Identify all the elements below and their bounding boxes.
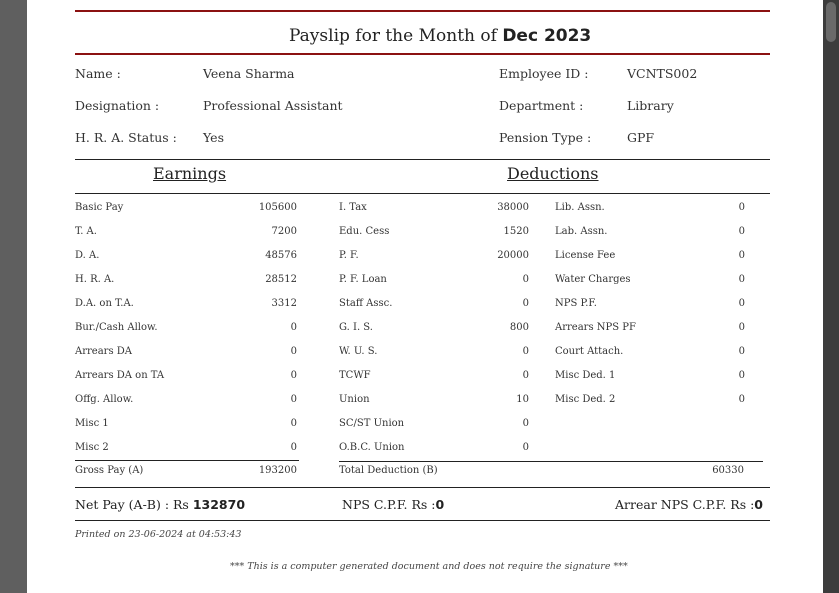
row-value: 800 xyxy=(509,322,529,333)
gross-pay-label: Gross Pay (A) xyxy=(75,465,144,476)
totals-bottom-rule xyxy=(75,487,770,488)
row-value: 0 xyxy=(522,370,529,381)
employee-name: Veena Sharma xyxy=(203,66,295,81)
row-value: 0 xyxy=(522,346,529,357)
row-label: License Fee xyxy=(555,250,616,261)
row-value: 0 xyxy=(290,346,297,357)
hra-status-label: H. R. A. Status : xyxy=(75,130,177,145)
net-pay-label: Net Pay (A-B) : Rs xyxy=(75,497,189,512)
row-value: 105600 xyxy=(258,202,297,213)
deductions-heading: Deductions xyxy=(507,164,599,183)
row-value: 7200 xyxy=(271,226,297,237)
arrear-nps-cpf-value: 0 xyxy=(754,497,763,512)
row-label: O.B.C. Union xyxy=(339,442,405,453)
row-label: Arrears NPS PF xyxy=(555,322,636,333)
arrear-nps-cpf-label: Arrear NPS C.P.F. Rs : xyxy=(615,497,755,512)
row-value: 0 xyxy=(290,370,297,381)
row-value: 0 xyxy=(522,418,529,429)
row-label: P. F. xyxy=(339,250,359,261)
info-divider xyxy=(75,159,770,160)
row-value: 0 xyxy=(738,370,745,381)
row-value: 0 xyxy=(738,394,745,405)
total-deduction-label: Total Deduction (B) xyxy=(339,465,438,476)
row-label: I. Tax xyxy=(339,202,367,213)
department: Library xyxy=(627,98,674,113)
row-label: T. A. xyxy=(75,226,97,237)
row-label: Misc Ded. 2 xyxy=(555,394,616,405)
row-label: Basic Pay xyxy=(75,202,124,213)
designation-label: Designation : xyxy=(75,98,160,113)
row-label: Lib. Assn. xyxy=(555,202,605,213)
table-top-rule xyxy=(75,193,770,194)
gross-pay-value: 193200 xyxy=(258,465,297,476)
row-value: 20000 xyxy=(497,250,529,261)
nps-cpf-value: 0 xyxy=(435,497,445,512)
row-value: 0 xyxy=(738,226,745,237)
payslip-month: Dec 2023 xyxy=(502,26,592,46)
row-value: 0 xyxy=(738,322,745,333)
row-value: 0 xyxy=(738,202,745,213)
row-label: H. R. A. xyxy=(75,274,115,285)
row-value: 0 xyxy=(738,250,745,261)
nps-cpf xyxy=(342,497,444,512)
header-top-rule xyxy=(75,10,770,12)
scrollbar[interactable] xyxy=(823,0,839,593)
payslip-page xyxy=(27,0,823,593)
row-label: Bur./Cash Allow. xyxy=(75,322,158,333)
row-label: Misc 2 xyxy=(75,442,109,453)
earnings-heading: Earnings xyxy=(153,164,227,183)
row-label: W. U. S. xyxy=(339,346,378,357)
row-label: Misc Ded. 1 xyxy=(555,370,616,381)
payslip-title xyxy=(289,26,591,46)
row-value: 0 xyxy=(522,298,529,309)
row-label: Edu. Cess xyxy=(339,226,390,237)
scrollbar-thumb[interactable] xyxy=(826,2,836,42)
title-prefix: Payslip for the Month of xyxy=(289,26,497,46)
row-value: 38000 xyxy=(497,202,529,213)
row-label: D.A. on T.A. xyxy=(75,298,134,309)
employee-id-label: Employee ID : xyxy=(499,66,589,81)
row-value: 1520 xyxy=(503,226,529,237)
row-label: Staff Assc. xyxy=(339,298,393,309)
gross-rule xyxy=(75,460,299,461)
row-value: 10 xyxy=(516,394,529,405)
deduction-rule xyxy=(339,461,763,462)
row-value: 48576 xyxy=(265,250,297,261)
row-value: 0 xyxy=(522,274,529,285)
row-label: Arrears DA on TA xyxy=(75,370,165,381)
arrear-nps-cpf xyxy=(615,497,763,512)
row-label: NPS P.F. xyxy=(555,298,597,309)
row-value: 0 xyxy=(522,442,529,453)
row-value: 0 xyxy=(290,394,297,405)
signature-note: *** This is a computer generated document and does not require the signature *** xyxy=(230,561,628,572)
row-value: 0 xyxy=(290,442,297,453)
row-value: 0 xyxy=(738,274,745,285)
row-label: TCWF xyxy=(339,370,371,381)
designation: Professional Assistant xyxy=(203,98,343,113)
summary-rule xyxy=(75,520,770,521)
department-label: Department : xyxy=(499,98,584,113)
net-pay-value: 132870 xyxy=(192,497,246,512)
nps-cpf-label: NPS C.P.F. Rs : xyxy=(342,497,436,512)
row-label: Union xyxy=(339,394,370,405)
row-label: P. F. Loan xyxy=(339,274,387,285)
row-label: Court Attach. xyxy=(555,346,624,357)
employee-id: VCNTS002 xyxy=(627,66,698,81)
header-bottom-rule xyxy=(75,53,770,55)
row-value: 3312 xyxy=(271,298,297,309)
row-label: Water Charges xyxy=(555,274,631,285)
name-label: Name : xyxy=(75,66,121,81)
printed-on: Printed on 23-06-2024 at 04:53:43 xyxy=(75,529,242,540)
row-value: 0 xyxy=(738,298,745,309)
row-value: 0 xyxy=(290,322,297,333)
net-pay xyxy=(75,497,245,512)
pension-type: GPF xyxy=(627,130,655,145)
row-label: Misc 1 xyxy=(75,418,109,429)
row-value: 0 xyxy=(738,346,745,357)
pension-type-label: Pension Type : xyxy=(499,130,592,145)
row-label: G. I. S. xyxy=(339,322,373,333)
hra-status: Yes xyxy=(203,130,224,145)
row-label: Offg. Allow. xyxy=(75,394,134,405)
row-label: SC/ST Union xyxy=(339,418,405,429)
row-value: 28512 xyxy=(265,274,297,285)
row-label: D. A. xyxy=(75,250,100,261)
row-label: Lab. Assn. xyxy=(555,226,608,237)
row-label: Arrears DA xyxy=(75,346,132,357)
row-value: 0 xyxy=(290,418,297,429)
total-deduction-value: 60330 xyxy=(712,465,744,476)
